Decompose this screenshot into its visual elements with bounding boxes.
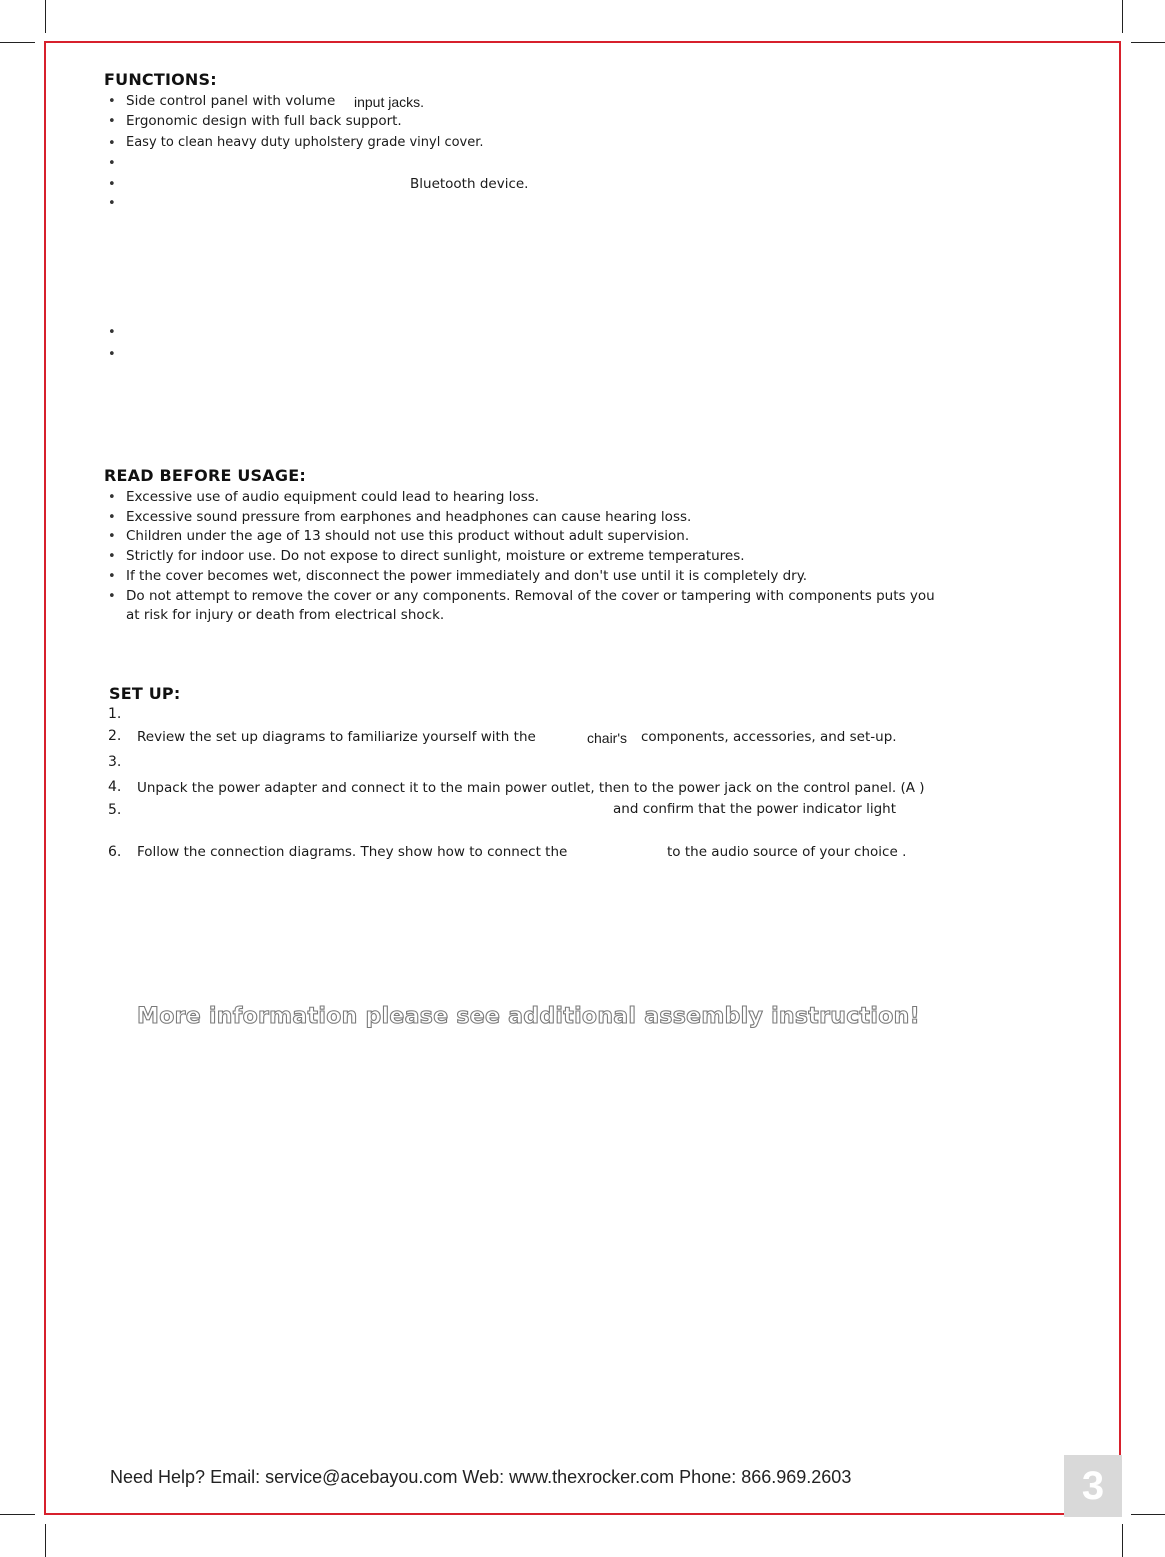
bullet: • (108, 196, 116, 211)
crop-mark (45, 0, 46, 33)
bullet: • (108, 136, 116, 151)
step-number: 2. (108, 728, 122, 744)
functions-heading: FUNCTIONS: (104, 70, 217, 89)
crop-mark (1131, 42, 1165, 43)
usage-item: at risk for injury or death from electrical shock. (126, 607, 445, 623)
usage-item: If the cover becomes wet, disconnect the power immediately and don't use until it is completely dry. (126, 568, 808, 584)
crop-mark (0, 42, 35, 43)
step-number: 4. (108, 779, 122, 795)
step-2-text: components, accessories, and set-up. (641, 729, 897, 745)
page-border (44, 41, 1121, 1515)
crop-mark (45, 1524, 46, 1557)
step-number: 5. (108, 802, 122, 818)
step-6-text: Follow the connection diagrams. They show how to connect the (137, 844, 568, 860)
read-before-usage-heading: READ BEFORE USAGE: (104, 466, 306, 485)
assembly-note: More information please see additional assembly instruction! (137, 1004, 920, 1029)
usage-item: Children under the age of 13 should not use this product without adult supervision. (126, 528, 690, 544)
functions-item: Easy to clean heavy duty upholstery grade vinyl cover. (126, 135, 484, 150)
crop-mark (1131, 1514, 1165, 1515)
usage-item: Strictly for indoor use. Do not expose to direct sunlight, moisture or extreme temperatures. (126, 548, 745, 564)
step-number: 1. (108, 706, 122, 722)
functions-item: Ergonomic design with full back support. (126, 113, 402, 129)
help-contact-footer: Need Help? Email: service@acebayou.com Web: www.thexrocker.com Phone: 866.969.2603 (110, 1467, 852, 1487)
bullet: • (108, 156, 116, 171)
step-5-text: and confirm that the power indicator light (613, 801, 896, 817)
bullet: • (108, 114, 116, 129)
bullet: • (108, 94, 116, 109)
functions-item: input jacks. (354, 94, 425, 110)
step-2-text: Review the set up diagrams to familiarize yourself with the (137, 729, 536, 745)
bullet: • (108, 490, 116, 505)
step-2-text: chair's (587, 730, 628, 746)
bullet: • (108, 549, 116, 564)
page-number: 3 (1064, 1455, 1122, 1517)
functions-item: Bluetooth device. (410, 176, 529, 192)
bullet: • (108, 510, 116, 525)
set-up-heading: SET UP: (109, 684, 181, 703)
step-number: 6. (108, 844, 122, 860)
bullet: • (108, 529, 116, 544)
usage-item: Excessive use of audio equipment could lead to hearing loss. (126, 489, 540, 505)
usage-item: Do not attempt to remove the cover or any components. Removal of the cover or tampering with components puts you (126, 588, 935, 604)
step-6-text: to the audio source of your choice . (667, 844, 907, 860)
crop-mark (1122, 1524, 1123, 1557)
crop-mark (1122, 0, 1123, 33)
step-number: 3. (108, 754, 122, 770)
bullet: • (108, 589, 116, 604)
step-4-text: Unpack the power adapter and connect it to the main power outlet, then to the power jack on the control panel. (A ) (137, 780, 925, 796)
bullet: • (108, 325, 116, 340)
bullet: • (108, 347, 116, 362)
bullet: • (108, 177, 116, 192)
functions-item: Side control panel with volume (126, 93, 336, 109)
crop-mark (0, 1514, 35, 1515)
usage-item: Excessive sound pressure from earphones and headphones can cause hearing loss. (126, 509, 692, 525)
bullet: • (108, 569, 116, 584)
